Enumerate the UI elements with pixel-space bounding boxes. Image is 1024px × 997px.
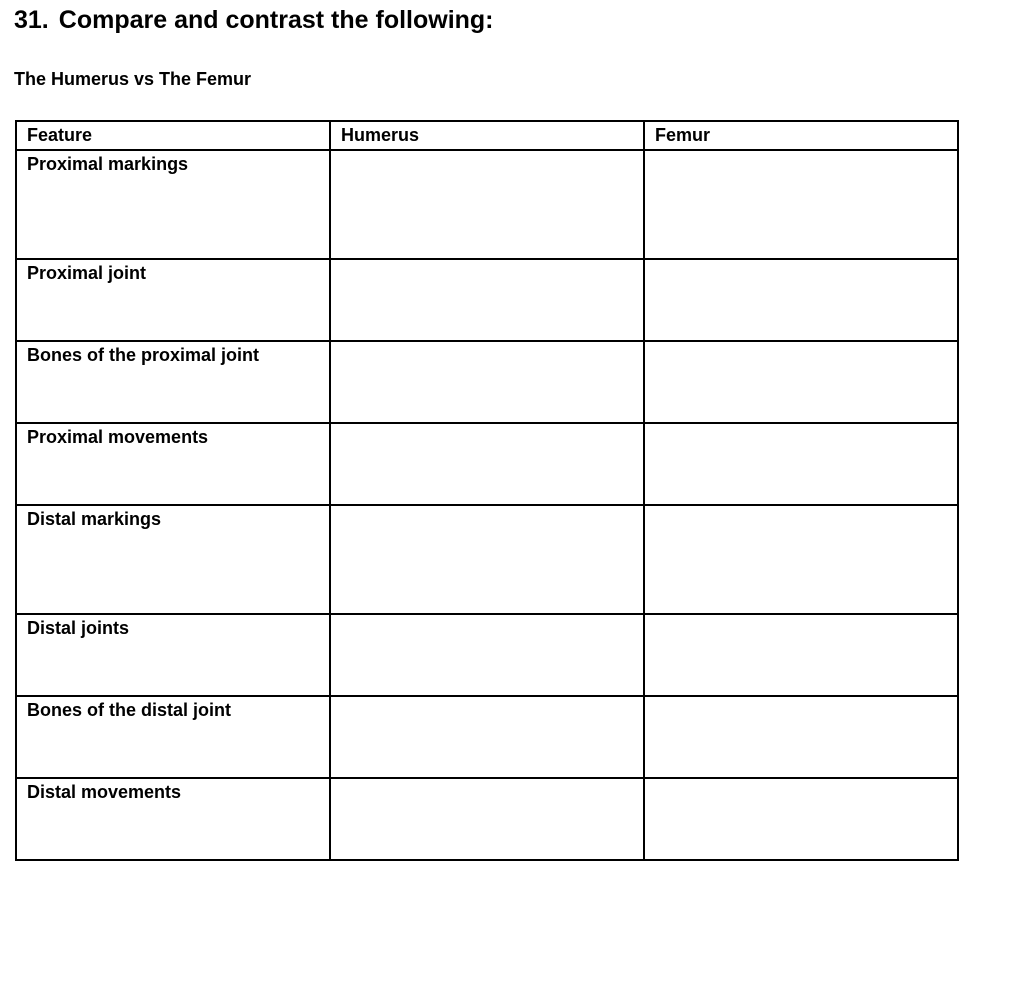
table-row: [16, 259, 958, 341]
feature-cell: Bones of the proximal joint: [16, 341, 330, 423]
header-humerus: Humerus: [330, 121, 644, 150]
comparison-table: [15, 120, 959, 861]
femur-answer-cell[interactable]: [644, 505, 958, 614]
table-row: [16, 150, 958, 259]
femur-answer-cell[interactable]: [644, 614, 958, 696]
feature-cell: Proximal markings: [16, 150, 330, 259]
feature-cell: Distal joints: [16, 614, 330, 696]
femur-answer-cell[interactable]: [644, 696, 958, 778]
header-feature: Feature: [16, 121, 330, 150]
humerus-answer-cell[interactable]: [330, 423, 644, 505]
question-heading: [14, 6, 494, 35]
table-row: [16, 341, 958, 423]
feature-cell: Proximal movements: [16, 423, 330, 505]
question-number: 31.: [14, 6, 49, 34]
table-row: [16, 505, 958, 614]
humerus-answer-cell[interactable]: [330, 341, 644, 423]
table-header-row: [16, 121, 958, 150]
header-femur: Femur: [644, 121, 958, 150]
table-row: [16, 614, 958, 696]
humerus-answer-cell[interactable]: [330, 614, 644, 696]
humerus-answer-cell[interactable]: [330, 778, 644, 860]
question-prompt: Compare and contrast the following:: [58, 6, 494, 34]
feature-cell: Bones of the distal joint: [16, 696, 330, 778]
femur-answer-cell[interactable]: [644, 259, 958, 341]
femur-answer-cell[interactable]: [644, 150, 958, 259]
feature-cell: Proximal joint: [16, 259, 330, 341]
humerus-answer-cell[interactable]: [330, 150, 644, 259]
table-row: [16, 423, 958, 505]
femur-answer-cell[interactable]: [644, 778, 958, 860]
humerus-answer-cell[interactable]: [330, 505, 644, 614]
feature-cell: Distal markings: [16, 505, 330, 614]
femur-answer-cell[interactable]: [644, 341, 958, 423]
table-row: [16, 696, 958, 778]
comparison-subtitle: The Humerus vs The Femur: [14, 69, 252, 89]
humerus-answer-cell[interactable]: [330, 696, 644, 778]
table-row: [16, 778, 958, 860]
humerus-answer-cell[interactable]: [330, 259, 644, 341]
feature-cell: Distal movements: [16, 778, 330, 860]
femur-answer-cell[interactable]: [644, 423, 958, 505]
